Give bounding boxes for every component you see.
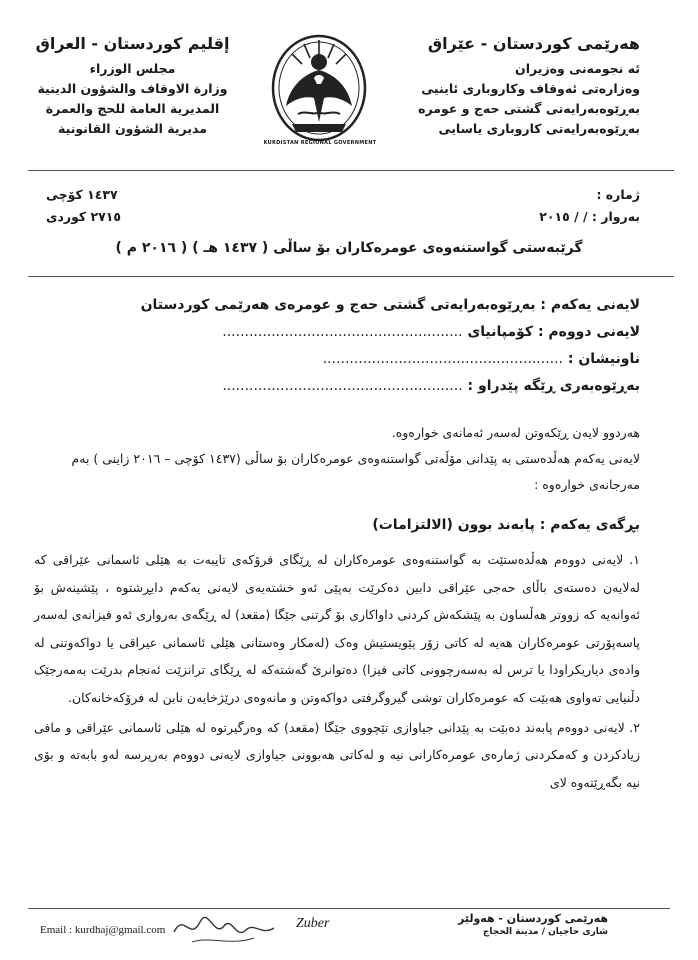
- kurdistan-emblem-icon: [264, 26, 374, 156]
- footer-address: [408, 912, 608, 937]
- letterhead-arabic-title: إقليم كوردستان - العراق: [35, 34, 230, 53]
- header-divider: [28, 170, 674, 171]
- letterhead-kurdish-line: ئه نجومه‌نی وەزیران: [515, 61, 640, 76]
- clauses-list: [34, 546, 640, 798]
- signature-text: Zuber: [296, 916, 330, 931]
- manager-blank: ......................................................: [222, 378, 463, 394]
- letterhead-kurdish-line: بەڕێوەبەرایەتی گشتی حەج و عومرە: [418, 101, 640, 116]
- letterhead-kurdish-line: وەزارەتی ئەوقاف وکاروباری ئاینیی: [421, 81, 640, 96]
- letterhead-arabic-line: مديرية الشؤون القانونية: [58, 121, 207, 136]
- year-hijri: ١٤٣٧ کۆچی: [46, 187, 118, 202]
- document-title: گرێبەستی گواستنەوەی عومرەکاران بۆ ساڵی ( ١٤٣٧ هـ ) ( ٢٠١٦ م ): [115, 240, 583, 256]
- footer-divider: [28, 908, 670, 909]
- intro-line: لایەنی یەکەم هەڵدەستی بە پێدانی مۆڵەتی گواستنەوەی عومرەکاران بۆ ساڵی (١٤٣٧ کۆچی – ٢٠١٦ زاینی ) بەم مەرجانەی خوارەوە :: [71, 451, 640, 492]
- reference-date-label: بەروار :: [591, 209, 640, 224]
- letterhead-arabic-line: المديرية العامة للحج والعمرة: [45, 101, 220, 116]
- footer-address-line: شاری حاجیان / مدینة الحجاج: [482, 927, 608, 937]
- reference-block: [380, 184, 640, 228]
- letterhead-arabic-line: مجلس الوزراء: [89, 61, 176, 76]
- party-second-row: [50, 319, 640, 346]
- intro-line: هەردوو لایەن ڕێکەوتن لەسەر ئەمانەی خوارەوە.: [391, 425, 640, 440]
- letterhead-arabic-line: وزارة الاوقاف والشؤون الدينية: [37, 81, 228, 96]
- clause-item: ٢. لایەنی دووەم پابەند دەبێت بە پێدانی جیاوازی تێچووی جێگا (مقعد) کە وەرگیرتوە لە هێلی ئاسمانی عێراقی و مافی زیادکردن و کەمکردنی ژمارەی عومرەکارانی نیە و لەکاتی هەبوونی جیاوازی لایەنی دووەم بەرپرسە لەو بابەتە و بۆی نیە بگەڕێتەوە لای: [34, 719, 640, 790]
- parties-block: [50, 292, 640, 400]
- intro-text: [40, 420, 640, 498]
- handwritten-signature-icon: [170, 892, 280, 952]
- emblem-caption: KURDISTAN REGIONAL GOVERNMENT: [263, 140, 377, 146]
- reference-date-row: [380, 206, 640, 228]
- clause-item: ١. لایەنی دووەم هەڵدەستێت بە گواستنەوەی عومرەکاران لە ڕێگای فرۆکەی تایبەت بە هێلی ئاسمانی عێراقی کە لەلایەن دەستەی باڵای حەجی عێراقی دابین دەکرێت بەپێی ئەو خشتەیەی لایەنی یەکەم دایڕشتوە ، پێشینەش بۆ ئەوانەیە کە زووتر هەڵساون بە پێشکەش کردنی داواکاری بۆ گرتنی جێگا (مقعد) لە ڕێگەی بەرواری ئەو فیزانەی لەسەر پاسەپۆرتی عومرەکاران هەیە لە کاتی زۆر پێویستیش وەک (لەمکار وەستانی هێلی ئاسمانی عیراقی یا دواکەوتنی لە وادەی دیاریکراودا یا ترس لە بەسەرچوونی کاتی فیزا) دەتوانرێ گەشتەکە لە ڕێگای ترانزێت ئەنجام بدرێت بەمەرجێک دڵنیایی تەواوی هەبێت کە عومرەکاران توشی گیروگرفتی دواکەوتن و مانەوەی درێژخایەن نابن لە فرۆکەخانەکان.: [34, 552, 640, 705]
- party-second-label: لایەنی دووەم : کۆمپانیای: [467, 324, 640, 340]
- footer-address-line: هەرێمی کوردستان - هەولێر: [457, 912, 608, 925]
- letterhead-kurdish-line: بەڕێوەبەرایەتی کاروباری یاسایی: [438, 121, 640, 136]
- manager-row: [50, 373, 640, 400]
- footer-email: Email : kurdhaj@gmail.com: [40, 924, 166, 936]
- reference-number-label: ژمارە :: [596, 187, 640, 202]
- party-second-blank: ......................................................: [222, 324, 463, 340]
- manager-label: بەڕێوەبەری ڕێگە پێدراو :: [467, 378, 640, 394]
- title-divider: [28, 276, 674, 277]
- letterhead-kurdish-title: هەرێمی کوردستان - عێراق: [427, 34, 640, 53]
- section-title: بڕگەی یەکەم : پابەند بوون (الالتزامات): [372, 517, 640, 533]
- address-row: [50, 346, 640, 373]
- address-label: ناونیشان :: [567, 351, 640, 367]
- year-kurdish: ٢٧١٥ کوردی: [46, 209, 122, 224]
- letterhead-kurdish: [390, 34, 640, 139]
- address-blank: ......................................................: [322, 351, 563, 367]
- year-block: [46, 184, 166, 228]
- reference-date-value: / / ٢٠١٥: [539, 209, 588, 224]
- letterhead-arabic: [30, 34, 235, 139]
- party-first: لایەنی یەکەم : بەڕێوەبەرایەتی گشتی حەج و عومرەی هەرێمی کوردستان: [140, 297, 640, 313]
